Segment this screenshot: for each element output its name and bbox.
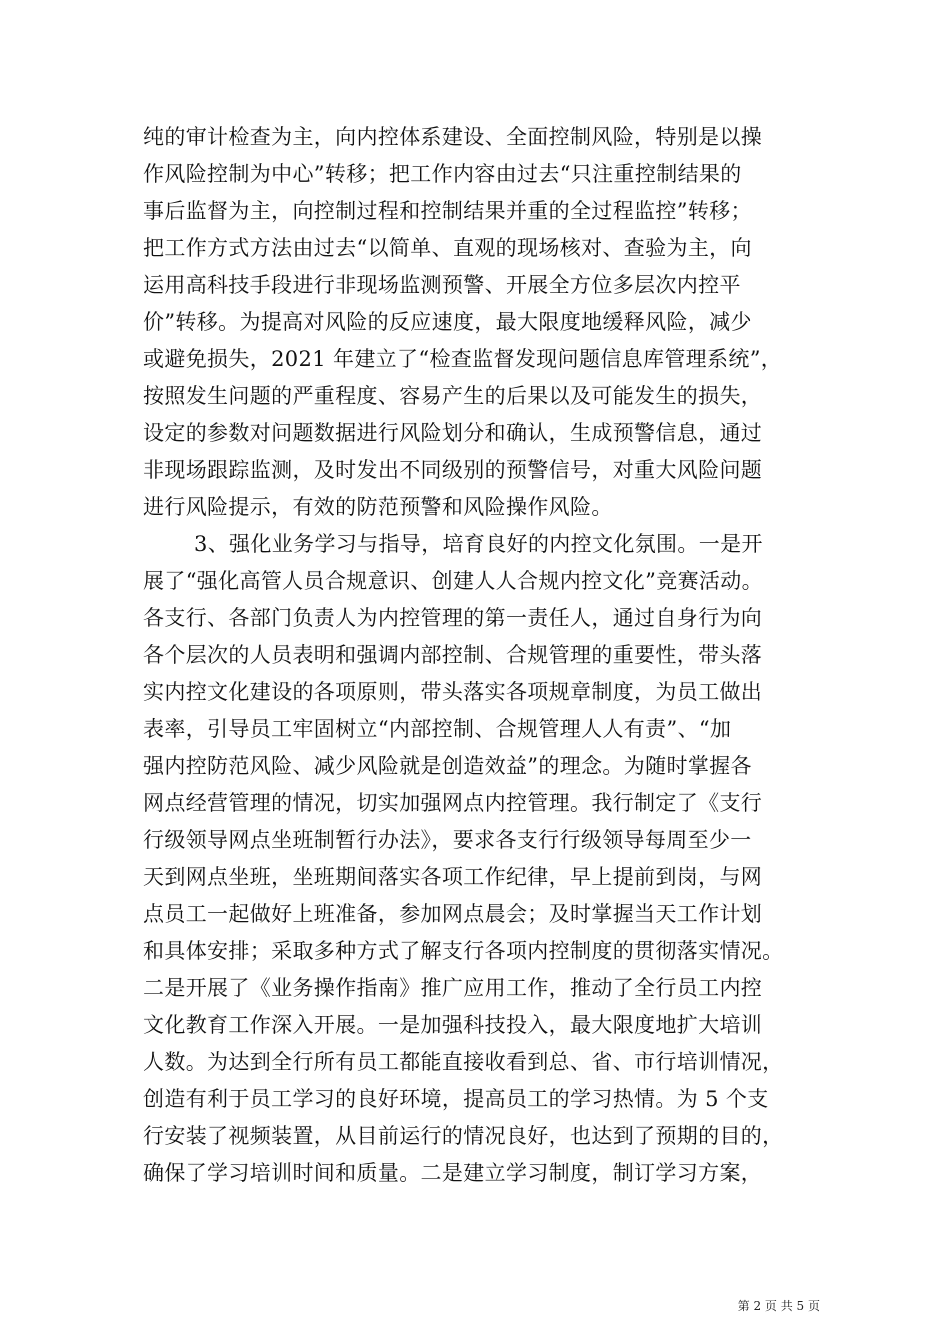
- text-line-26: 人数。为达到全行所有员工都能直接收看到总、省、市行培训情况，: [143, 1050, 784, 1074]
- text-line-15: 各个层次的人员表明和强调内部控制、合规管理的重要性，带头落: [143, 643, 763, 667]
- page-number-footer: 第 2 页 共 5 页: [737, 1299, 820, 1313]
- text-line-27: 创造有利于员工学习的良好环境，提高员工的学习热情。为 5 个支: [143, 1087, 769, 1111]
- text-line-17: 表率，引导员工牢固树立“内部控制、合规管理人人有责”、“加: [143, 717, 732, 741]
- text-line-3: 事后监督为主，向控制过程和控制结果并重的全过程监控”转移；: [143, 199, 752, 223]
- section-3-heading-line: 3、强化业务学习与指导，培育良好的内控文化氛围。一是开: [194, 532, 763, 556]
- text-line-19: 网点经营管理的情况，切实加强网点内控管理。我行制定了《支行: [143, 791, 763, 815]
- text-line-18: 强内控防范风险、减少风险就是创造效益”的理念。为随时掌握各: [143, 754, 752, 778]
- text-line-28: 行安装了视频装置，从目前运行的情况良好，也达到了预期的目的，: [143, 1124, 784, 1148]
- text-line-2: 作风险控制为中心”转移；把工作内容由过去“只注重控制结果的: [143, 162, 742, 186]
- text-line-6: 价”转移。为提高对风险的反应速度，最大限度地缓释风险，减少: [143, 310, 752, 334]
- text-line-21: 天到网点坐班，坐班期间落实各项工作纪律，早上提前到岗，与网: [143, 865, 763, 889]
- text-line-14: 各支行、各部门负责人为内控管理的第一责任人，通过自身行为向: [143, 606, 763, 630]
- text-line-13: 展了“强化高管人员合规意识、创建人人合规内控文化”竞赛活动。: [143, 569, 763, 593]
- text-line-5: 运用高科技手段进行非现场监测预警、开展全方位多层次内控平: [143, 273, 741, 297]
- text-line-1: 纯的审计检查为主，向内控体系建设、全面控制风险，特别是以操: [143, 125, 763, 149]
- text-line-20: 行级领导网点坐班制暂行办法》，要求各支行行级领导每周至少一: [143, 828, 752, 852]
- text-line-11: 进行风险提示，有效的防范预警和风险操作风险。: [143, 495, 613, 519]
- text-line-4: 把工作方式方法由过去“以简单、直观的现场核对、查验为主，向: [143, 236, 752, 260]
- text-line-23: 和具体安排；采取多种方式了解支行各项内控制度的贯彻落实情况。: [143, 939, 784, 963]
- text-line-24: 二是开展了《业务操作指南》推广应用工作，推动了全行员工内控: [143, 976, 763, 1000]
- text-line-9: 设定的参数对问题数据进行风险划分和确认，生成预警信息，通过: [143, 421, 763, 445]
- text-line-29: 确保了学习培训时间和质量。二是建立学习制度，制订学习方案，: [143, 1161, 763, 1185]
- text-line-25: 文化教育工作深入开展。一是加强科技投入，最大限度地扩大培训: [143, 1013, 763, 1037]
- text-line-10: 非现场跟踪监测，及时发出不同级别的预警信号，对重大风险问题: [143, 458, 763, 482]
- text-line-8: 按照发生问题的严重程度、容易产生的后果以及可能发生的损失，: [143, 384, 763, 408]
- text-line-7: 或避免损失，2021 年建立了“检查监督发现问题信息库管理系统”，: [143, 347, 783, 371]
- text-line-16: 实内控文化建设的各项原则，带头落实各项规章制度，为员工做出: [143, 680, 763, 704]
- text-line-22: 点员工一起做好上班准备，参加网点晨会；及时掌握当天工作计划: [143, 902, 763, 926]
